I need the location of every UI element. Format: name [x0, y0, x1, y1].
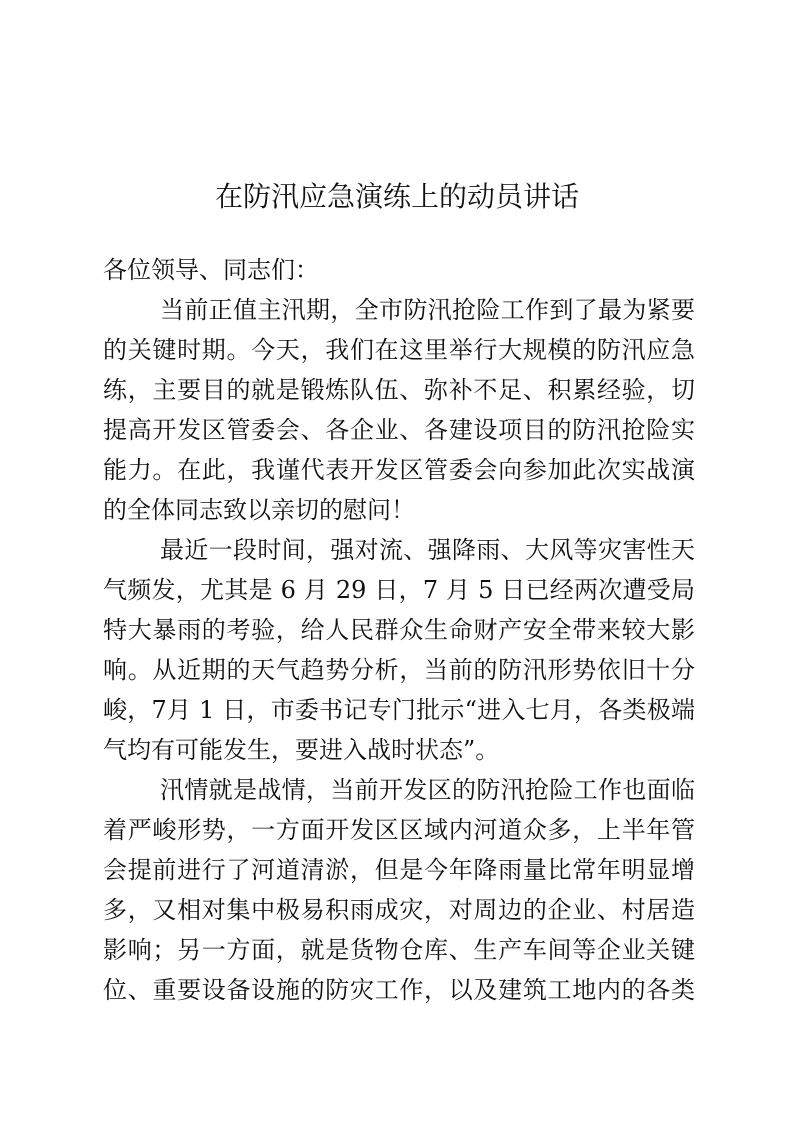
document-title: 在防汛应急演练上的动员讲话 [214, 180, 579, 213]
text-line: 会提前进行了河道清淤，但是今年降雨量比常年明显增 [103, 856, 695, 884]
text-line: 当前正值主汛期，全市防汛抢险工作到了最为紧要 [160, 296, 695, 324]
text-line: 特大暴雨的考验，给人民群众生命财产安全带来较大影 [103, 616, 695, 644]
text-line: 位、重要设备设施的防灾工作，以及建筑工地内的各类 [103, 976, 695, 1004]
text-line: 提高开发区管委会、各企业、各建设项目的防汛抢险实 [103, 416, 695, 444]
text-line: 气均有可能发生，要进入战时状态”。 [103, 736, 500, 764]
paragraph [103, 290, 695, 530]
text-line: 多，又相对集中极易积雨成灾，对周边的企业、村居造 [103, 896, 695, 924]
text-line: 着严峻形势，一方面开发区区域内河道众多，上半年管 [103, 816, 695, 844]
text-line: 能力。在此，我谨代表开发区管委会向参加此次实战演 [103, 456, 695, 484]
text-line: 最近一段时间，强对流、强降雨、大风等灾害性天 [160, 536, 695, 564]
paragraph [103, 770, 695, 1010]
salutation: 各位领导、同志们： [103, 256, 319, 284]
text-line: 的关键时期。今天，我们在这里举行大规模的防汛应急 [103, 336, 695, 364]
text-line: 响。从近期的天气趋势分析，当前的防汛形势依旧十分 [103, 656, 695, 684]
text-line: 的全体同志致以亲切的慰问！ [103, 496, 415, 524]
paragraph [103, 530, 695, 770]
text-line: 气频发，尤其是 6 月 29 日，7 月 5 日已经两次遭受局 [103, 576, 695, 604]
text-line: 汛情就是战情，当前开发区的防汛抢险工作也面临 [160, 776, 695, 804]
text-line: 影响；另一方面，就是货物仓库、生产车间等企业关键 [103, 936, 695, 964]
document-body [103, 250, 695, 1010]
text-line: 峻，7月 1 日，市委书记专门批示“进入七月，各类极端 [103, 696, 695, 724]
text-line: 练，主要目的就是锻炼队伍、弥补不足、积累经验，切 [103, 376, 695, 404]
